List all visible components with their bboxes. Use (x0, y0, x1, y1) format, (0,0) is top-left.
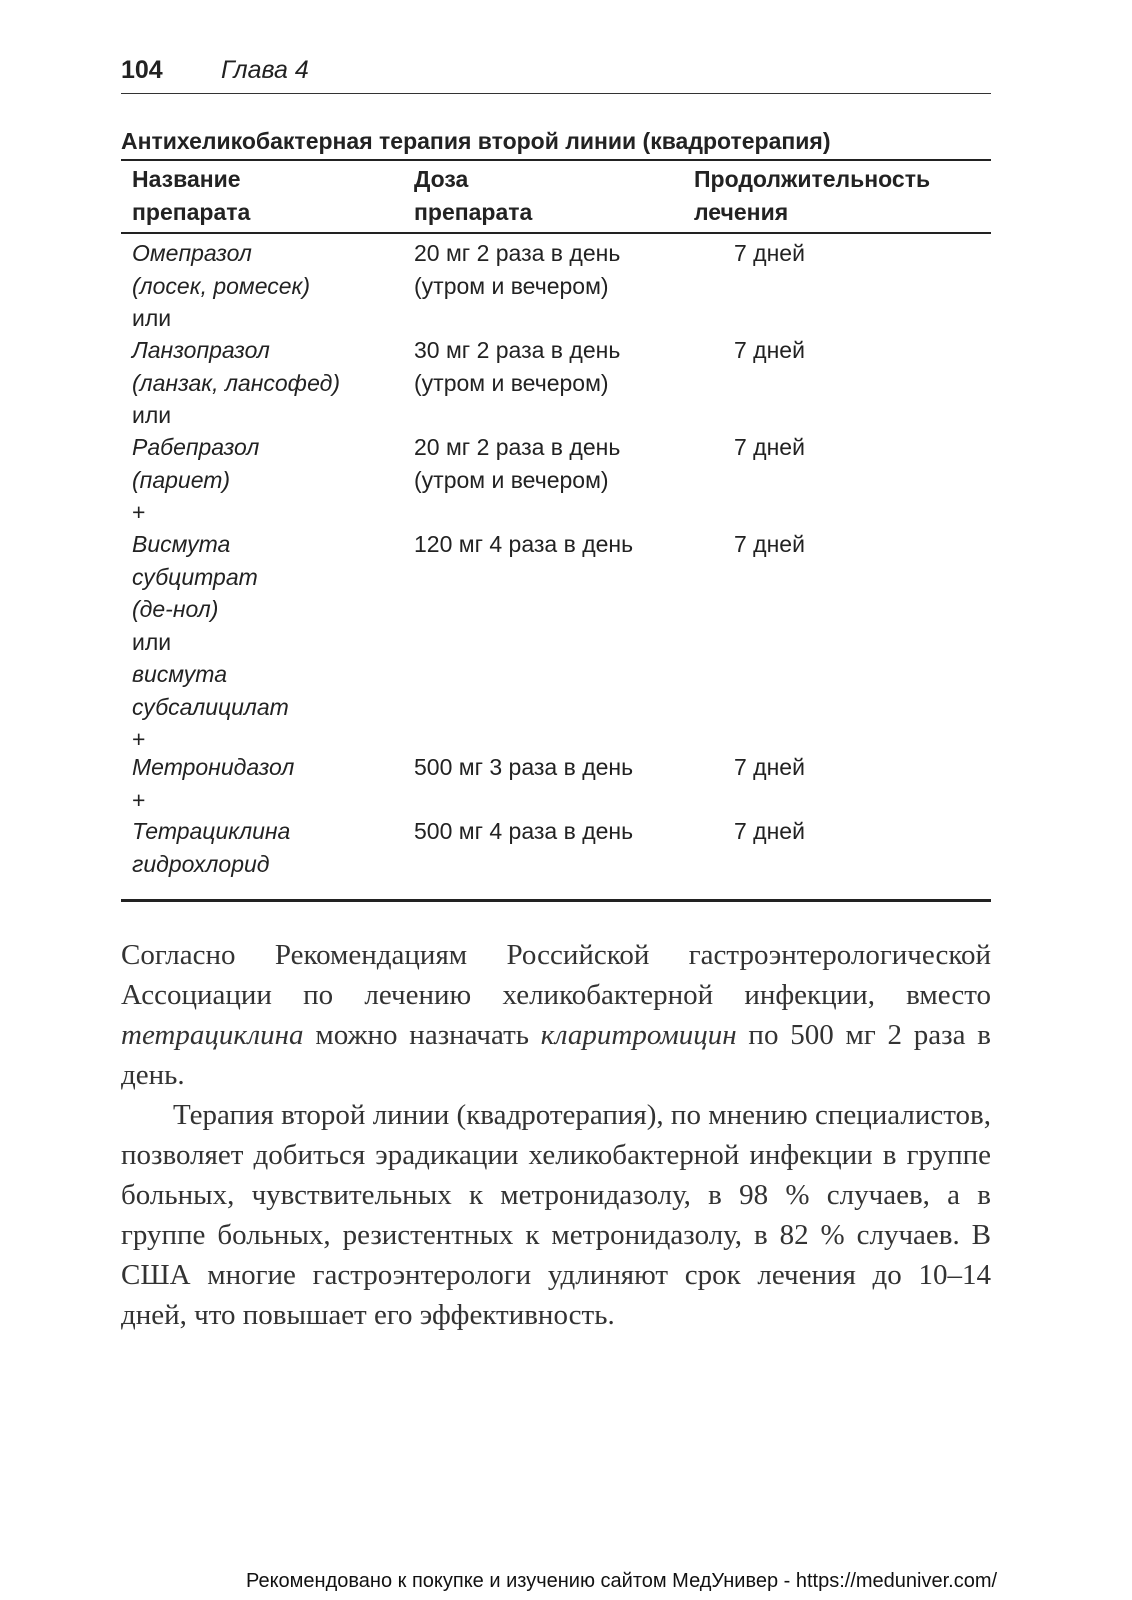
table-row-omeprazole-dose: 20 мг 2 раза в день (утром и вечером) (414, 240, 621, 299)
chapter-title: Глава 4 (221, 56, 309, 84)
table-top-rule (121, 159, 991, 161)
body-text (121, 935, 991, 1335)
table-row-metronidazole-dose: 500 мг 3 раза в день (414, 754, 634, 780)
column-header-duration: Продолжительность лечения (694, 166, 931, 225)
column-header-name: Название препарата (132, 166, 251, 225)
table-row-metronidazole-duration: 7 дней (734, 754, 805, 780)
column-header-dose: Доза препарата (414, 166, 533, 225)
table-row-tetracycline-duration: 7 дней (734, 818, 805, 844)
table-row-lansoprazole-dose: 30 мг 2 раза в день (утром и вечером) (414, 337, 621, 396)
table-row-tetracycline-name: Тетрациклина гидрохлорид (132, 818, 291, 877)
table-row-omeprazole-duration: 7 дней (734, 240, 805, 266)
paragraph-recommendation: Согласно Рекомендациям Российской гастроэнтерологической Ассоциации по лечению хеликобактерной инфекции, вместо тетрациклина можно назначать кларитромицин по 500 мг 2 раза в день. (121, 939, 991, 1091)
table-row-omeprazole-name: Омепразол (лосек, ромесек) или (132, 240, 311, 331)
table-row-lansoprazole-name: Лaнзопразол (ланзак, лансофед) или (132, 337, 341, 428)
table-row-metronidazole-name: Метронидазол + (132, 754, 295, 813)
table-row-rabeprazole-duration: 7 дней (734, 434, 805, 460)
paragraph-efficacy: Терапия второй линии (квадротерапия), по мнению специалистов, позволяет добиться эрадикации хеликобактерной инфекции в группе больных, чувствительных к метронидазолу, в 98 % случаев, а в группе больных, резистентных к метронидазолу, в 82 % случаев. В США многие гастроэнтерологи удлиняют срок лечения до 10–14 дней, что повышает его эффективность. (121, 1099, 991, 1331)
table-header-rule (121, 232, 991, 234)
table-row-bismuth-name: Висмута субцитрат (де-нол) или висмута субсалицилат + (132, 531, 289, 752)
running-header (121, 56, 991, 94)
table-title: Антихеликобактерная терапия второй линии (квадротерапия) (121, 128, 831, 154)
table-row-rabeprazole-name: Рабепразол (париет) + (132, 434, 260, 525)
table-row-lansoprazole-duration: 7 дней (734, 337, 805, 363)
footer-watermark: Рекомендовано к покупке и изучению сайтом МедУнивер - https://meduniver.com/ (246, 1570, 998, 1592)
table-row-tetracycline-dose: 500 мг 4 раза в день (414, 818, 634, 844)
table-row-bismuth-duration: 7 дней (734, 531, 805, 557)
page-number: 104 (121, 56, 163, 84)
header-divider (121, 93, 991, 94)
table-row-bismuth-dose: 120 мг 4 раза в день (414, 531, 634, 557)
table-bottom-rule (121, 899, 991, 902)
table-row-rabeprazole-dose: 20 мг 2 раза в день (утром и вечером) (414, 434, 621, 493)
